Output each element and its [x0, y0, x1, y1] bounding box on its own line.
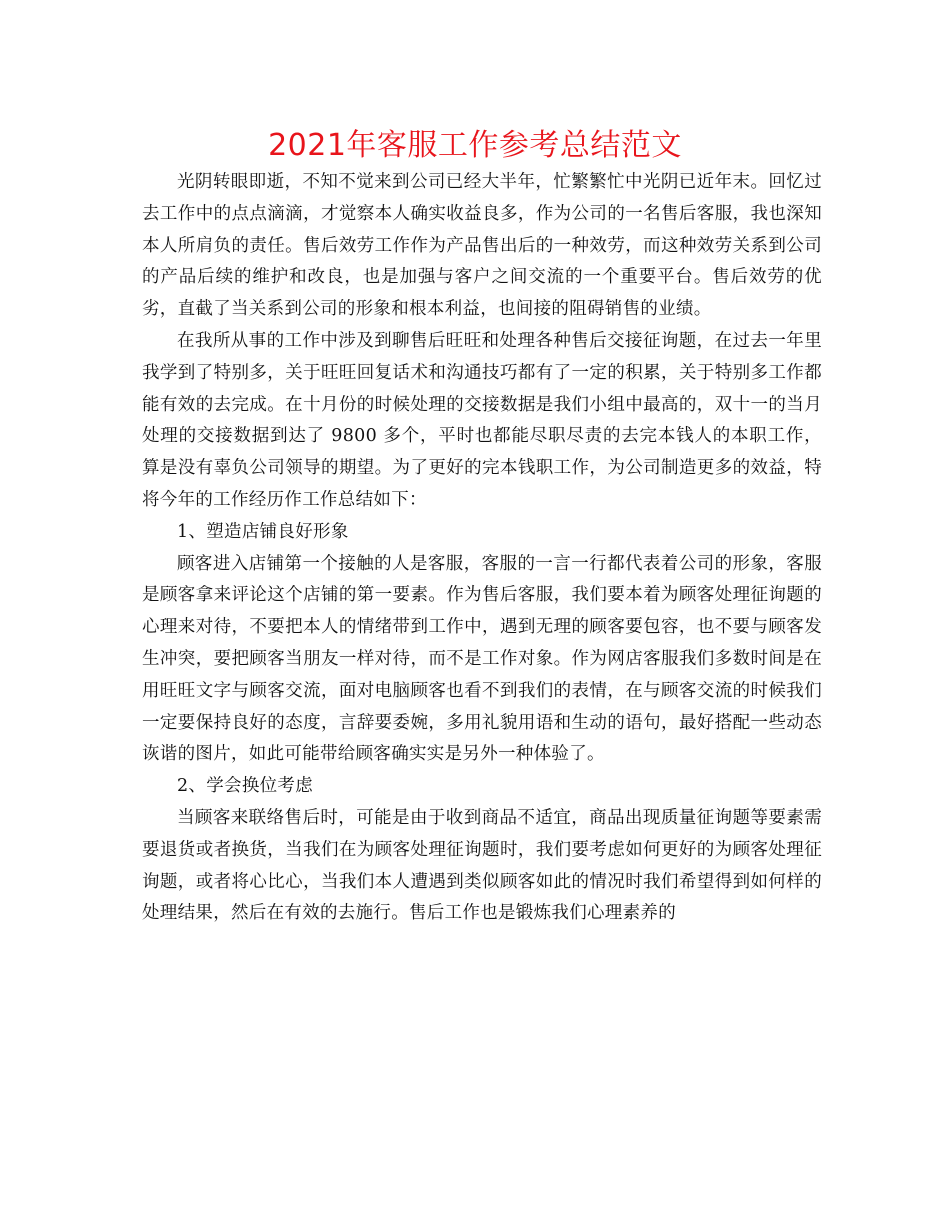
section-heading-1: 1、塑造店铺良好形象 — [177, 521, 349, 542]
document-body — [142, 167, 822, 930]
section-text-1: 顾客进入店铺第一个接触的人是客服，客服的一言一行都代表着公司的形象，客服是顾客拿来评论这个店铺的第一要素。作为售后客服，我们要本着为顾客处理征询题的心理来对待，不要把本人的情绪带到工作中，遇到无理的顾客要包容，也不要与顾客发生冲突，要把顾客当朋友一样对待，而不是工作对象。作为网店客服我们多数时间是在用旺旺文字与顾客交流，面对电脑顾客也看不到我们的表情，在与顾客交流的时候我们一定要保持良好的态度，言辞要委婉，多用礼貌用语和生动的语句，最好搭配一些动态诙谐的图片，如此可能带给顾客确实实是另外一种体验了。 — [142, 553, 822, 765]
document-title: 2021年客服工作参考总结范文 — [268, 128, 682, 163]
paragraph-intro: 光阴转眼即逝，不知不觉来到公司已经大半年，忙繁繁忙中光阴已近年末。回忆过去工作中的点点滴滴，才觉察本人确实收益良多，作为公司的一名售后客服，我也深知本人所肩负的责任。售后效劳工作作为产品售出后的一种效劳，而这种效劳关系到公司的产品后续的维护和改良，也是加强与客户之间交流的一个重要平台。售后效劳的优劣，直截了当关系到公司的形象和根本利益，也间接的阻碍销售的业绩。 — [142, 172, 822, 320]
section-text-2: 当顾客来联络售后时，可能是由于收到商品不适宜，商品出现质量征询题等要素需要退货或者换货，当我们在为顾客处理征询题时，我们要考虑如何更好的为顾客处理征询题，或者将心比心，当我们本人遭遇到类似顾客如此的情况时我们希望得到如何样的处理结果，然后在有效的去施行。售后工作也是锻炼我们心理素养的 — [142, 807, 822, 924]
paragraph-work-summary: 在我所从事的工作中涉及到聊售后旺旺和处理各种售后交接征询题，在过去一年里我学到了特别多，关于旺旺回复话术和沟通技巧都有了一定的积累，关于特别多工作都能有效的去完成。在十月份的时候处理的交接数据是我们小组中最高的，双十一的当月处理的交接数据到达了 9800 多个，平时也都能尽职尽责的去完本钱人的本职工作，算是没有辜负公司领导的期望。为了更好的完本钱职工作，为公司制造更多的效益，特将今年的工作经历作工作总结如下： — [142, 330, 822, 510]
section-heading-2: 2、学会换位考虑 — [177, 776, 314, 797]
